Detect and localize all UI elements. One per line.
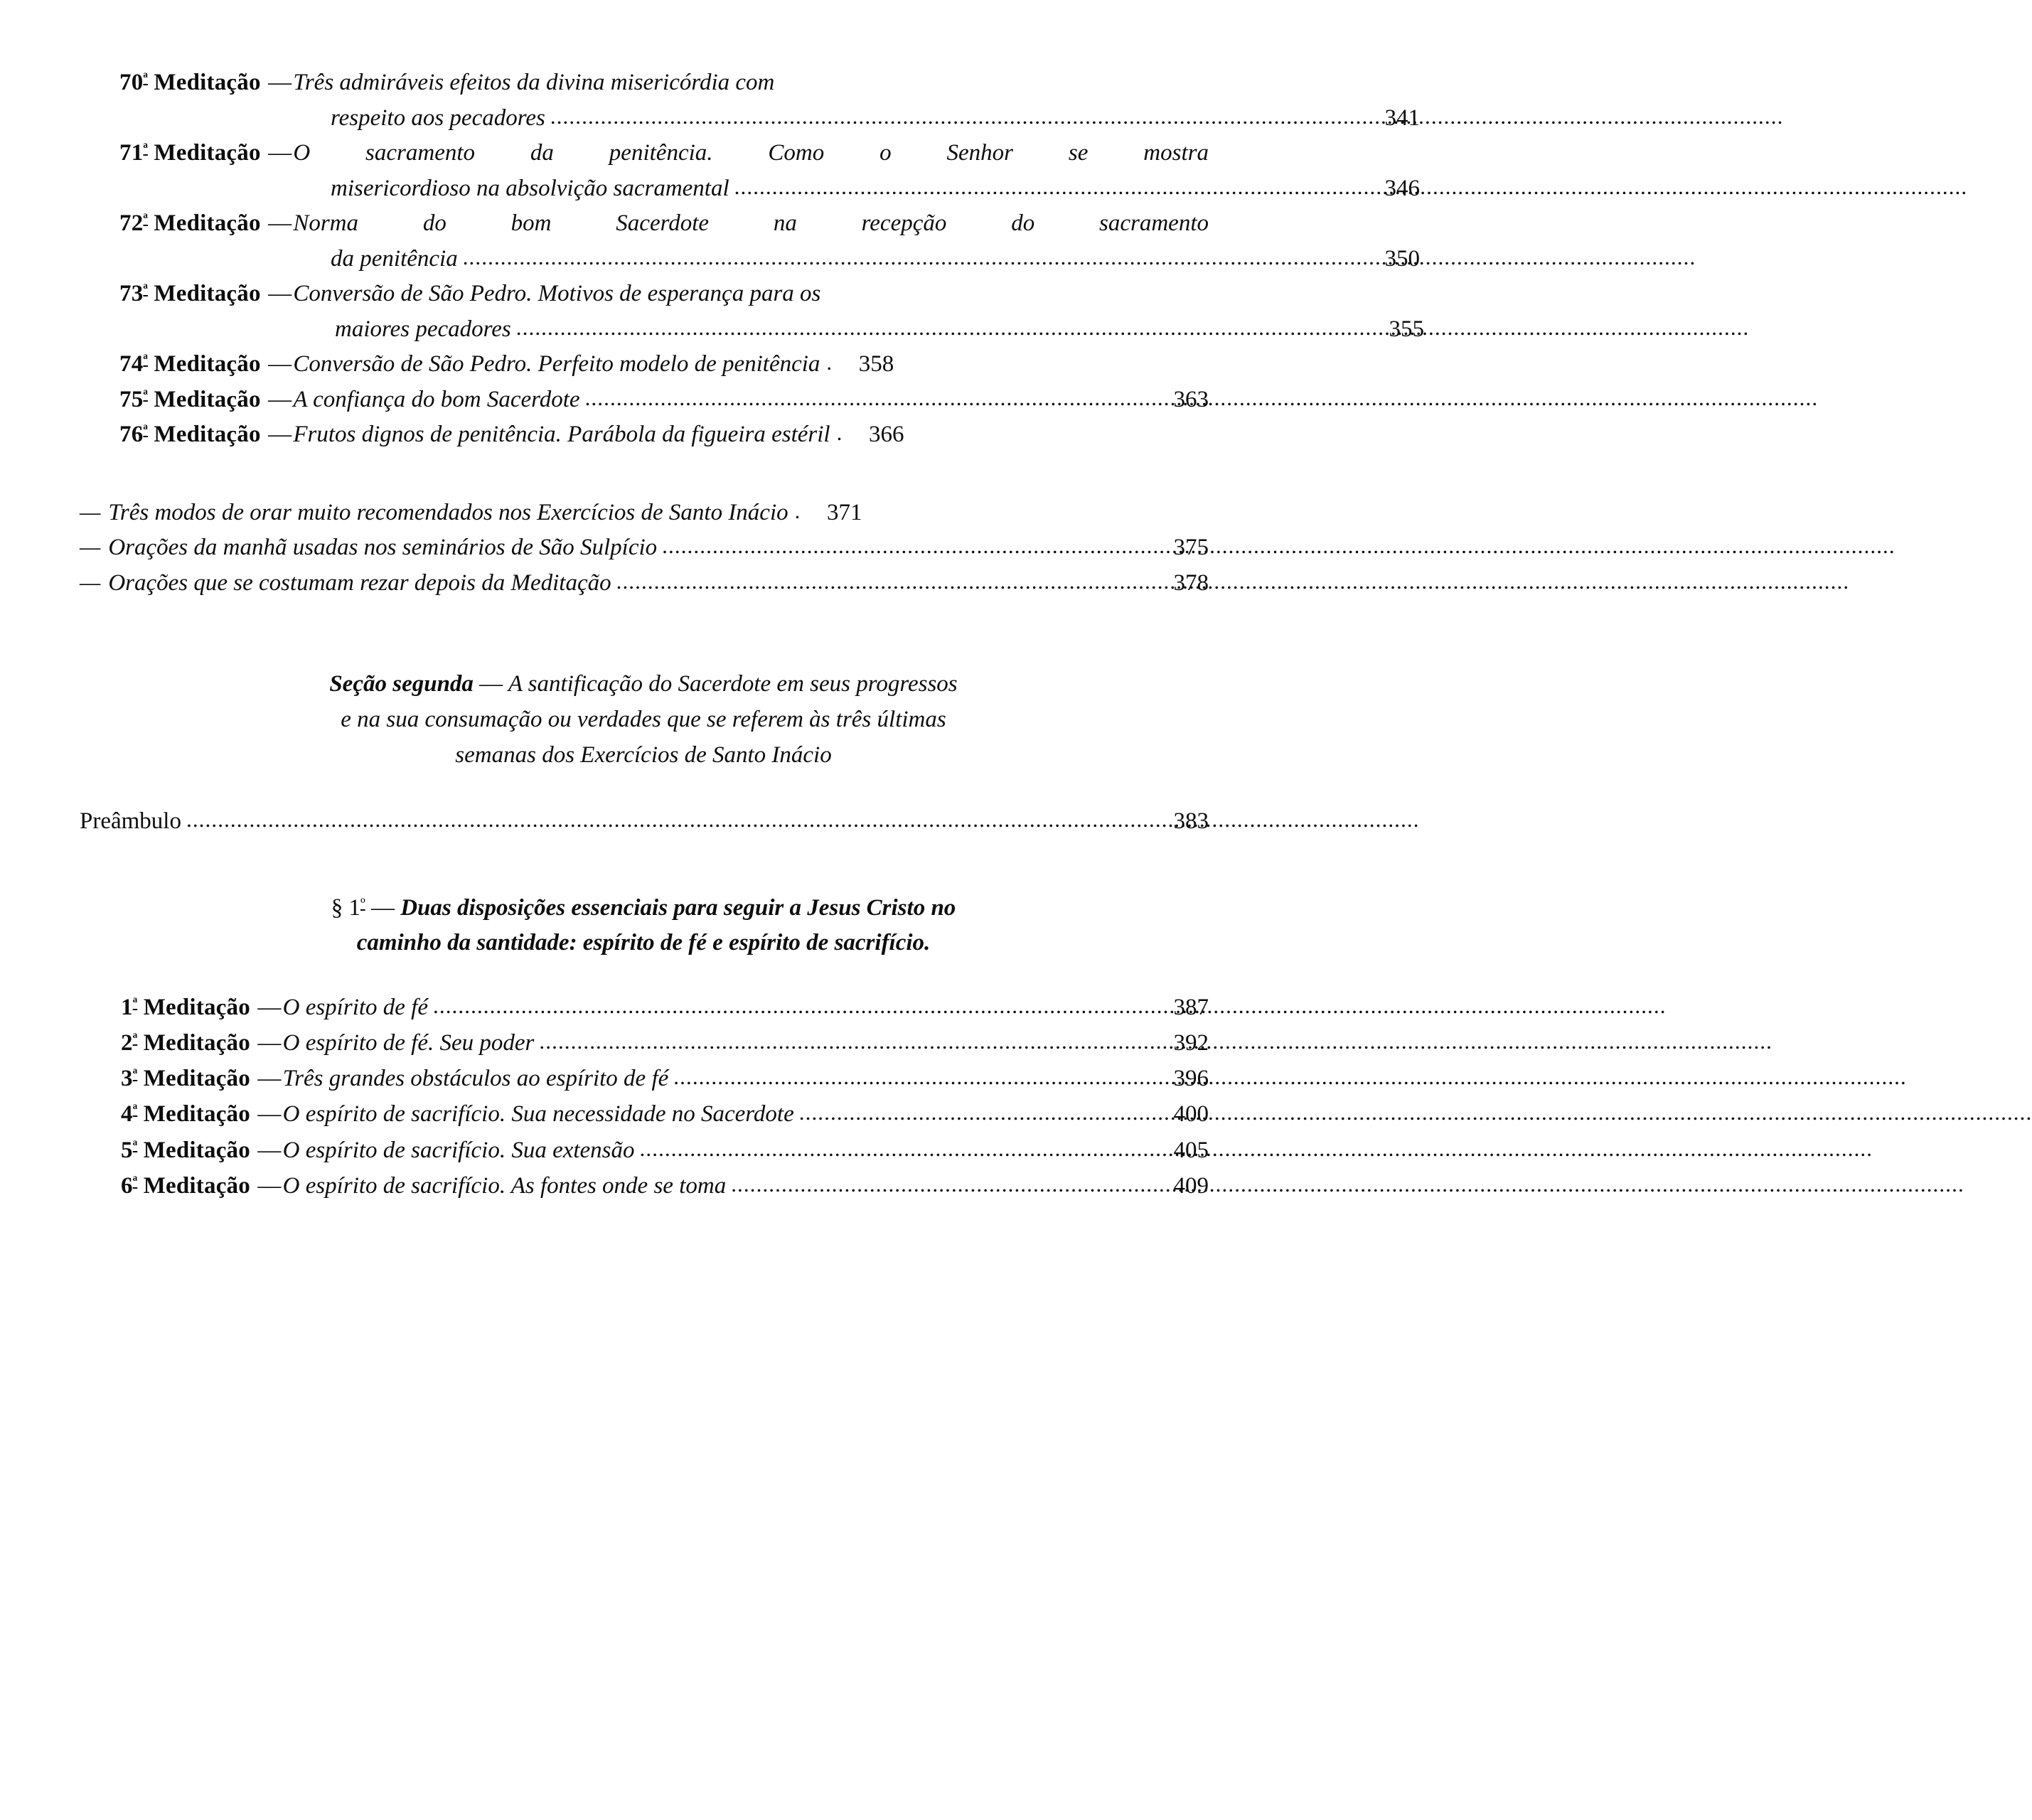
section-heading-line-3: semanas dos Exercícios de Santo Inácio bbox=[455, 742, 832, 769]
toc-entry-line bbox=[119, 101, 1420, 136]
toc-entry[interactable] bbox=[78, 347, 1209, 382]
paragraph-heading-number: $1^º$ bbox=[348, 894, 365, 921]
toc-entry[interactable] bbox=[78, 566, 1209, 601]
preamble-group bbox=[78, 804, 1209, 840]
dot-leader bbox=[580, 382, 1150, 415]
toc-entry-page: 341 bbox=[1384, 105, 1420, 131]
dot-leader bbox=[788, 495, 804, 528]
dot-leader bbox=[545, 100, 1362, 134]
toc-entry-line bbox=[119, 171, 1420, 207]
toc-group-prayers bbox=[78, 496, 1209, 601]
toc-entry[interactable] bbox=[78, 1096, 1209, 1132]
toc-entry-title-cont: misericordioso na absolvição sacramental bbox=[331, 175, 729, 201]
toc-entry-page: 378 bbox=[1173, 569, 1209, 596]
section-heading-dash: — bbox=[479, 671, 503, 697]
section-heading-line-1: A santificação do Sacerdote em seus progressos bbox=[508, 671, 958, 697]
toc-entry[interactable] bbox=[78, 382, 1209, 418]
toc-entry-line bbox=[80, 496, 1209, 531]
toc-entry-title: Orações que se costumam rezar depois da Meditação bbox=[108, 569, 611, 596]
toc-entry-title: O espírito de sacrifício. Sua extensão bbox=[282, 1137, 635, 1163]
toc-entry[interactable] bbox=[78, 804, 1209, 840]
toc-entry-label: $3^ª$ Meditação — bbox=[121, 1066, 282, 1092]
toc-entry-page: 400 bbox=[1173, 1101, 1209, 1128]
toc-entry-title-cont: da penitência bbox=[331, 245, 458, 272]
toc-entry[interactable] bbox=[78, 277, 1424, 347]
toc-entry-page: 405 bbox=[1173, 1137, 1209, 1163]
dot-leader bbox=[458, 241, 1362, 274]
toc-entry-label: $71^ª$ Meditação — bbox=[119, 139, 292, 166]
toc-group-meditations-1-6 bbox=[78, 990, 1209, 1204]
dot-leader bbox=[635, 1132, 1150, 1165]
toc-entry-line bbox=[121, 1168, 1209, 1204]
toc-entry-page: 355 bbox=[1389, 316, 1424, 342]
toc-entry[interactable] bbox=[78, 136, 1420, 206]
toc-entry-line bbox=[121, 990, 1209, 1025]
toc-entry-line bbox=[119, 347, 1209, 382]
paragraph-heading-line-2: caminho da santidade: espírito de fé e espírito de sacrifício. bbox=[356, 930, 931, 956]
toc-entry-title: Conversão de São Pedro. Perfeito modelo de penitência bbox=[293, 351, 820, 377]
toc-entry[interactable] bbox=[78, 1061, 1209, 1096]
dot-leader bbox=[668, 1060, 1150, 1093]
toc-entry[interactable] bbox=[78, 1133, 1209, 1168]
dot-leader bbox=[611, 565, 1150, 599]
em-dash-marker: — bbox=[80, 499, 101, 525]
toc-entry-label: $75^ª$ Meditação — bbox=[119, 386, 292, 412]
section-symbol-icon: § bbox=[331, 894, 343, 921]
toc-entry-title: O espírito de sacrifício. Sua necessidade no Sacerdote bbox=[282, 1101, 794, 1128]
toc-entry-page: 346 bbox=[1384, 175, 1420, 201]
toc-entry-line bbox=[121, 1133, 1209, 1168]
toc-entry-label: $74^ª$ Meditação — bbox=[119, 350, 292, 377]
toc-entry-line bbox=[119, 417, 1209, 453]
toc-entry-line bbox=[119, 242, 1420, 277]
toc-entry-line bbox=[119, 382, 1209, 418]
toc-entry-page: 366 bbox=[868, 422, 904, 447]
toc-entry-page: 371 bbox=[826, 499, 862, 525]
toc-entry-line bbox=[119, 206, 1209, 242]
toc-entry-label: $5^ª$ Meditação — bbox=[121, 1137, 282, 1163]
toc-entry-line bbox=[119, 65, 1209, 101]
toc-entry-title: Três admiráveis efeitos da divina misericórdia com bbox=[293, 70, 775, 95]
toc-entry-label: $1^ª$ Meditação — bbox=[121, 994, 282, 1020]
dot-leader bbox=[830, 417, 846, 450]
toc-entry-page: 387 bbox=[1173, 994, 1209, 1020]
dot-leader bbox=[726, 1167, 1150, 1201]
toc-group-meditations-70-76 bbox=[78, 65, 1424, 453]
toc-entry-label: $2^ª$ Meditação — bbox=[121, 1029, 282, 1056]
toc-entry[interactable] bbox=[78, 206, 1420, 277]
toc-entry-line bbox=[119, 136, 1209, 171]
toc-entry[interactable] bbox=[78, 417, 1209, 453]
toc-entry-label: $73^ª$ Meditação — bbox=[119, 280, 292, 306]
toc-entry-title: A confiança do bom Sacerdote bbox=[293, 386, 580, 412]
toc-entry-label: $6^ª$ Meditação — bbox=[121, 1172, 282, 1199]
toc-entry[interactable] bbox=[78, 1168, 1209, 1204]
toc-entry[interactable] bbox=[78, 496, 1209, 531]
toc-entry-page: 358 bbox=[858, 351, 894, 377]
toc-entry[interactable] bbox=[78, 530, 1209, 566]
toc-entry-label: $70^ª$ Meditação — bbox=[119, 69, 292, 95]
toc-entry-label: $76^ª$ Meditação — bbox=[119, 421, 292, 447]
toc-entry-label: $72^ª$ Meditação — bbox=[119, 210, 292, 236]
section-heading bbox=[78, 666, 1209, 773]
toc-entry-page: 396 bbox=[1173, 1066, 1209, 1092]
toc-entry-title: Três grandes obstáculos ao espírito de fé bbox=[282, 1066, 669, 1092]
toc-entry-line bbox=[80, 566, 1209, 601]
toc-entry[interactable] bbox=[78, 1025, 1209, 1061]
toc-entry-title-cont: respeito aos pecadores bbox=[331, 105, 545, 131]
toc-entry-title: Norma do bom Sacerdote na recepção do sacramento bbox=[293, 210, 1209, 236]
section-heading-lead: Seção segunda bbox=[329, 671, 474, 697]
toc-entry-line bbox=[80, 530, 1209, 566]
dot-leader bbox=[181, 803, 1150, 837]
toc-entry-line bbox=[119, 277, 1209, 312]
paragraph-heading-line-1: Duas disposições essenciais para seguir a Jesus Cristo no bbox=[400, 894, 956, 921]
toc-entry-line bbox=[121, 1061, 1209, 1096]
toc-entry-title: Conversão de São Pedro. Motivos de esperança para os bbox=[293, 281, 821, 306]
dot-leader bbox=[511, 311, 1366, 345]
toc-entry-title: O sacramento da penitência. Como o Senhor se mostra bbox=[293, 140, 1209, 166]
toc-entry-page: 392 bbox=[1173, 1030, 1209, 1056]
toc-entry-line bbox=[121, 1096, 1209, 1132]
preamble-page: 383 bbox=[1173, 808, 1209, 835]
toc-entry[interactable] bbox=[78, 65, 1420, 136]
toc-entry-page: 409 bbox=[1173, 1172, 1209, 1199]
toc-entry-line bbox=[80, 804, 1209, 840]
dot-leader bbox=[820, 346, 835, 380]
dot-leader bbox=[794, 1096, 1150, 1129]
toc-entry-page: 363 bbox=[1173, 386, 1209, 412]
toc-entry-page: 375 bbox=[1173, 535, 1209, 560]
toc-entry-line bbox=[119, 312, 1424, 348]
toc-entry-title: O espírito de fé. Seu poder bbox=[282, 1030, 535, 1056]
toc-entry[interactable] bbox=[78, 990, 1209, 1025]
toc-entry-label: $4^ª$ Meditação — bbox=[121, 1101, 282, 1128]
toc-entry-title: Três modos de orar muito recomendados nos Exercícios de Santo Inácio bbox=[108, 499, 788, 525]
toc-entry-title: Orações da manhã usadas nos seminários de São Sulpício bbox=[108, 535, 658, 560]
section-heading-line-2: e na sua consumação ou verdades que se referem às três últimas bbox=[341, 707, 946, 733]
dot-leader bbox=[534, 1024, 1150, 1058]
dot-leader bbox=[428, 989, 1150, 1022]
toc-entry-title: Frutos dignos de penitência. Parábola da figueira estéril bbox=[293, 422, 830, 447]
em-dash-marker: — bbox=[80, 535, 101, 560]
paragraph-heading bbox=[78, 891, 1209, 961]
dot-leader bbox=[657, 530, 1150, 563]
em-dash-marker: — bbox=[80, 569, 101, 596]
dot-leader bbox=[729, 171, 1362, 204]
toc-entry-page: 350 bbox=[1384, 245, 1420, 272]
toc-entry-title-cont: maiores pecadores bbox=[335, 316, 511, 342]
preamble-label: Preâmbulo bbox=[80, 808, 181, 835]
toc-entry-title: O espírito de sacrifício. As fontes onde se toma bbox=[282, 1172, 727, 1199]
toc-entry-title: O espírito de fé bbox=[282, 994, 428, 1020]
paragraph-heading-dash: — bbox=[370, 894, 395, 921]
toc-entry-line bbox=[121, 1025, 1209, 1061]
